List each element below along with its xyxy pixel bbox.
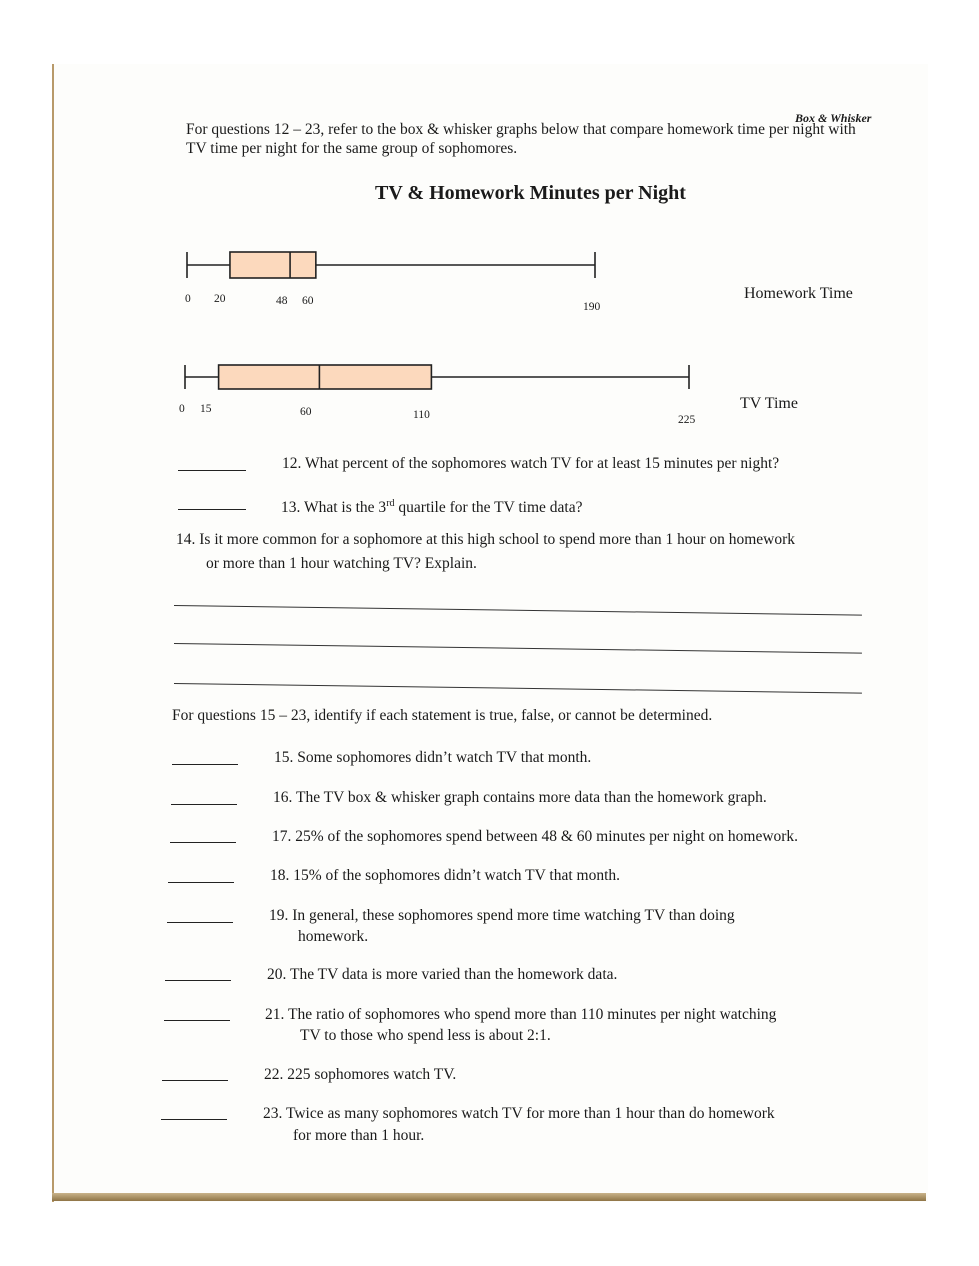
question-15: 15. Some sophomores didn’t watch TV that month.	[274, 749, 592, 766]
question-21-line1: 21. The ratio of sophomores who spend more than 110 minutes per night watching	[265, 1006, 777, 1023]
question-16: 16. The TV box & whisker graph contains more data than the homework graph.	[273, 789, 767, 806]
hw-tick-q3: 60	[302, 295, 314, 307]
question-22: 22. 225 sophomores watch TV.	[264, 1066, 457, 1083]
question-21-line2: TV to those who spend less is about 2:1.	[300, 1027, 551, 1044]
question-14-line1: 14. Is it more common for a sophomore at this high school to spend more than 1 hour on homework	[176, 531, 796, 548]
question-14-line2: or more than 1 hour watching TV? Explain.	[206, 555, 477, 572]
hw-tick-median: 48	[276, 295, 288, 307]
tv-tick-q3: 110	[413, 409, 430, 421]
answer-blank-23[interactable]	[161, 1119, 227, 1120]
answer-blank-16[interactable]	[171, 804, 237, 805]
chart-title: TV & Homework Minutes per Night	[375, 182, 686, 204]
tv-tick-median: 60	[300, 406, 312, 418]
question-20: 20. The TV data is more varied than the homework data.	[267, 966, 618, 983]
question-17: 17. 25% of the sophomores spend between 48 & 60 minutes per night on homework.	[272, 828, 799, 845]
q13-text-start: 13. What is the 3	[281, 499, 387, 517]
tv-box	[219, 365, 432, 389]
answer-blank-12[interactable]	[178, 470, 246, 471]
intro-text: For questions 12 – 23, refer to the box & whisker graphs below that compare homework time per night with TV time per night for the same group of sophomores.	[186, 121, 856, 157]
answer-blank-17[interactable]	[170, 842, 236, 843]
tv-tick-max: 225	[678, 414, 696, 426]
answer-blank-20[interactable]	[165, 980, 231, 981]
homework-box	[230, 252, 316, 278]
answer-blank-13[interactable]	[178, 509, 246, 510]
answer-blank-19[interactable]	[167, 922, 233, 923]
hw-tick-q1: 20	[214, 293, 226, 305]
tv-tick-min: 0	[179, 403, 185, 415]
tv-series-label: TV Time	[740, 395, 798, 412]
question-13	[281, 495, 582, 517]
question-12: 12. What percent of the sophomores watch TV for at least 15 minutes per night?	[282, 455, 780, 472]
answer-blank-18[interactable]	[168, 882, 234, 883]
tv-tick-q1: 15	[200, 403, 212, 415]
question-23-line2: for more than 1 hour.	[293, 1127, 425, 1144]
answer-blank-15[interactable]	[172, 764, 238, 765]
homework-series-label: Homework Time	[744, 285, 853, 302]
header-tag: Box & Whisker	[795, 111, 872, 125]
question-18: 18. 15% of the sophomores didn’t watch TV that month.	[270, 867, 621, 884]
question-19-line1: 19. In general, these sophomores spend more time watching TV than doing	[269, 907, 735, 924]
answer-blank-21[interactable]	[164, 1020, 230, 1021]
hw-tick-max: 190	[583, 301, 601, 313]
q13-text-end: quartile for the TV time data?	[394, 499, 583, 517]
question-23-line1: 23. Twice as many sophomores watch TV for more than 1 hour than do homework	[263, 1105, 775, 1122]
q13-superscript: rd	[386, 498, 395, 509]
answer-blank-22[interactable]	[162, 1080, 228, 1081]
question-19-line2: homework.	[298, 928, 369, 945]
section2-intro: For questions 15 – 23, identify if each statement is true, false, or cannot be determined.	[172, 707, 713, 724]
hw-tick-min: 0	[185, 293, 191, 305]
